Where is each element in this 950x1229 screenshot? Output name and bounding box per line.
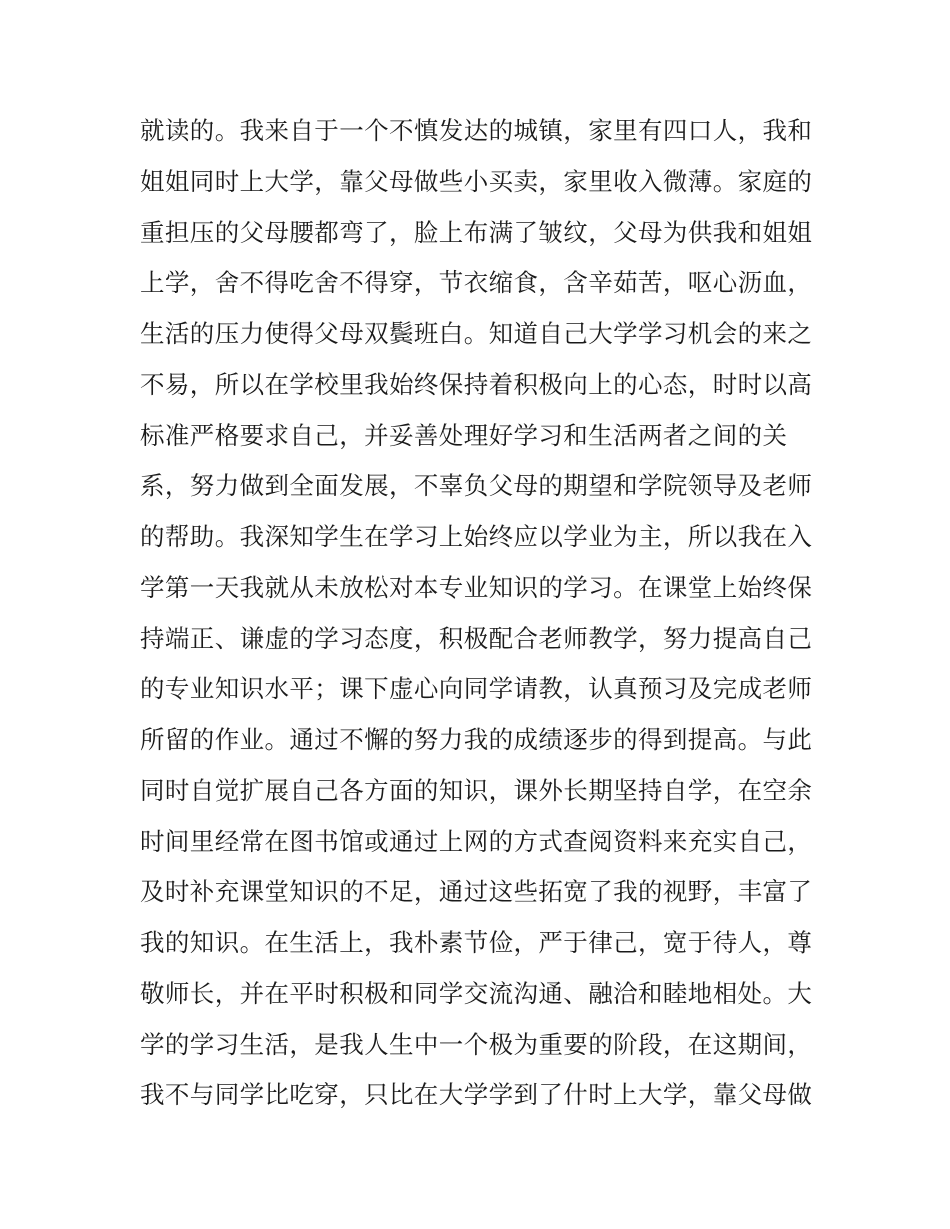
text-line: 就读的。我来自于一个不慎发达的城镇，家里有四口人，我和: [140, 116, 813, 145]
text-line: 学的学习生活，是我人生中一个极为重要的阶段，在这期间，: [140, 1029, 813, 1059]
text-line: 学第一天我就从未放松对本专业知识的学习。在课堂上始终保: [140, 572, 813, 602]
text-line: 上学，舍不得吃舍不得穿，节衣缩食，含辛茹苦，呕心沥血，: [140, 268, 813, 298]
body-text: [140, 106, 820, 1121]
text-line: 标准严格要求自己，并妥善处理好学习和生活两者之间的关: [140, 420, 788, 450]
text-line: 及时补充课堂知识的不足，通过这些拓宽了我的视野，丰富了: [140, 877, 813, 907]
text-line: 生活的压力使得父母双鬓班白。知道自己大学学习机会的来之: [140, 319, 813, 348]
text-line: 的专业知识水平；课下虚心向同学请教，认真预习及完成老师: [140, 674, 813, 704]
text-line: 我的知识。在生活上，我朴素节俭，严于律己，宽于待人，尊: [140, 928, 813, 957]
text-line: 时间里经常在图书馆或通过上网的方式查阅资料来充实自己，: [140, 826, 813, 856]
text-line: 我不与同学比吃穿，只比在大学学到了什时上大学，靠父母做: [140, 1080, 813, 1110]
text-line: 持端正、谦虚的学习态度，积极配合老师教学，努力提高自己: [140, 623, 813, 653]
text-line: 姐姐同时上大学，靠父母做些小买卖，家里收入微薄。家庭的: [140, 166, 813, 196]
text-line: 同时自觉扩展自己各方面的知识，课外长期坚持自学，在空余: [140, 775, 813, 805]
text-line: 系，努力做到全面发展，不辜负父母的期望和学院领导及老师: [140, 471, 813, 501]
text-line: 敬师长，并在平时积极和同学交流沟通、融洽和睦地相处。大: [140, 978, 813, 1008]
text-line: 不易，所以在学校里我始终保持着积极向上的心态，时时以高: [140, 369, 813, 399]
text-line: 的帮助。我深知学生在学习上始终应以学业为主，所以我在入: [140, 522, 813, 551]
text-line: 所留的作业。通过不懈的努力我的成绩逐步的得到提高。与此: [140, 725, 813, 754]
text-line: 重担压的父母腰都弯了，脸上布满了皱纹，父母为供我和姐姐: [140, 217, 813, 247]
